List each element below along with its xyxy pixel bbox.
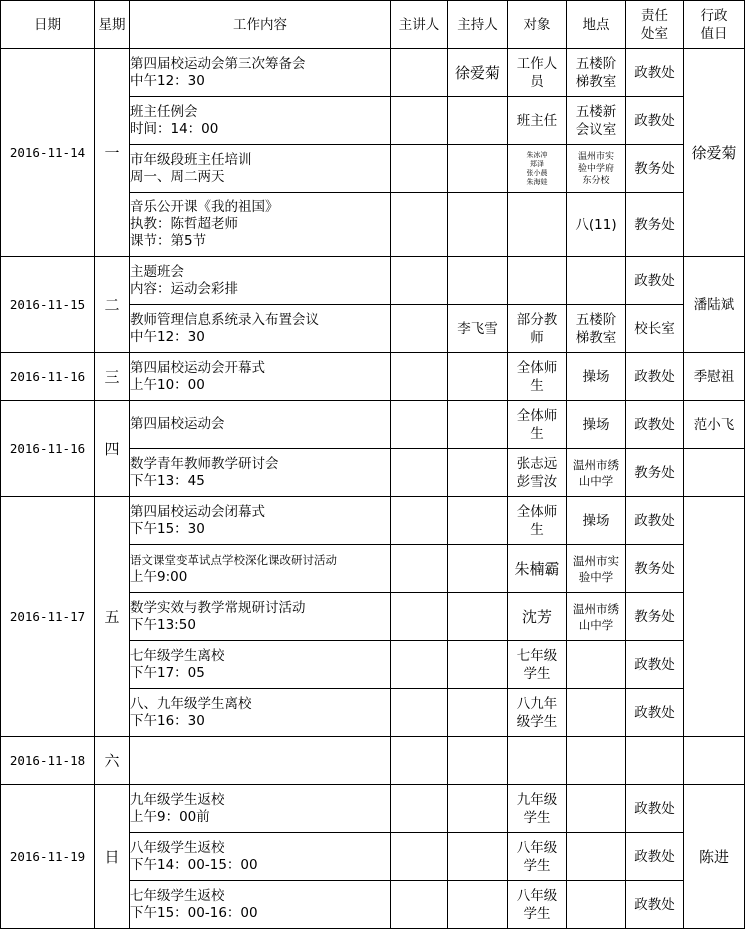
host-cell [448,97,508,145]
col-host-header: 主持人 [448,1,508,49]
table-row [1,497,745,545]
audience-cell: 朱冰冲 郑泽 张小晨 朱海娃 [508,145,567,193]
weekday-cell: 一 [95,49,130,257]
place-cell: 温州市绣 山中学 [567,449,626,497]
host-cell [448,785,508,833]
audience-cell: 八年级 学生 [508,833,567,881]
audience-cell [508,257,567,305]
duty-cell: 季慰祖 [684,353,745,401]
speaker-cell [391,449,448,497]
work-cell: 班主任例会 时间：14：00 [130,97,391,145]
audience-cell: 部分教 师 [508,305,567,353]
date-cell: 2016-11-18 [1,737,95,785]
work-cell: 八、九年级学生离校 下午16：30 [130,689,391,737]
dept-cell: 政教处 [626,257,684,305]
audience-cell: 全体师 生 [508,353,567,401]
dept-cell: 政教处 [626,881,684,929]
col-date-header: 日期 [1,1,95,49]
speaker-cell [391,401,448,449]
date-cell: 2016-11-17 [1,497,95,737]
duty-cell: 范小飞 [684,401,745,449]
host-cell [448,401,508,449]
dept-cell: 政教处 [626,401,684,449]
speaker-cell [391,737,448,785]
place-cell: 八(11) [567,193,626,257]
header-row [1,1,745,49]
table-row [1,401,745,449]
work-cell: 九年级学生返校 上午9：00前 [130,785,391,833]
dept-cell: 政教处 [626,833,684,881]
host-cell [448,545,508,593]
speaker-cell [391,257,448,305]
speaker-cell [391,97,448,145]
host-cell [448,145,508,193]
audience-cell: 全体师 生 [508,401,567,449]
speaker-cell [391,593,448,641]
place-cell [567,641,626,689]
work-cell: 八年级学生返校 下午14：00-15：00 [130,833,391,881]
host-cell [448,593,508,641]
place-cell: 五楼阶 梯教室 [567,49,626,97]
duty-cell-empty [684,449,745,497]
place-cell [567,737,626,785]
work-cell: 市年级段班主任培训 周一、周二两天 [130,145,391,193]
place-cell: 温州市绣 山中学 [567,593,626,641]
col-audience-header: 对象 [508,1,567,49]
work-cell [130,737,391,785]
speaker-cell [391,497,448,545]
speaker-cell [391,545,448,593]
duty-cell: 陈进 [684,785,745,929]
work-cell: 教师管理信息系统录入布置会议 中午12：30 [130,305,391,353]
speaker-cell [391,689,448,737]
duty-cell [684,497,745,737]
work-cell: 主题班会 内容：运动会彩排 [130,257,391,305]
host-cell [448,689,508,737]
audience-cell: 八年级 学生 [508,881,567,929]
dept-cell: 教务处 [626,449,684,497]
audience-cell: 班主任 [508,97,567,145]
work-cell: 数学青年教师教学研讨会 下午13：45 [130,449,391,497]
dept-cell: 教务处 [626,145,684,193]
dept-cell: 教务处 [626,193,684,257]
host-cell [448,881,508,929]
speaker-cell [391,49,448,97]
place-cell: 温州市实 验中学 [567,545,626,593]
audience-cell: 八九年 级学生 [508,689,567,737]
host-cell [448,449,508,497]
host-cell [448,641,508,689]
dept-cell: 教务处 [626,593,684,641]
dept-cell: 政教处 [626,497,684,545]
host-cell [448,833,508,881]
audience-cell: 全体师 生 [508,497,567,545]
dept-cell: 政教处 [626,49,684,97]
speaker-cell [391,193,448,257]
host-cell [448,353,508,401]
speaker-cell [391,305,448,353]
weekday-cell: 五 [95,497,130,737]
place-cell: 操场 [567,353,626,401]
table-row [1,737,745,785]
date-cell: 2016-11-16 [1,401,95,497]
place-cell: 操场 [567,497,626,545]
place-cell [567,785,626,833]
col-work-header: 工作内容 [130,1,391,49]
place-cell [567,833,626,881]
weekday-cell: 三 [95,353,130,401]
dept-cell: 政教处 [626,689,684,737]
work-cell: 语文课堂变革试点学校深化课改研讨活动 上午9:00 [130,545,391,593]
speaker-cell [391,641,448,689]
speaker-cell [391,145,448,193]
date-cell: 2016-11-14 [1,49,95,257]
dept-cell: 政教处 [626,785,684,833]
place-cell [567,257,626,305]
dept-cell: 校长室 [626,305,684,353]
host-cell [448,497,508,545]
dept-cell: 教务处 [626,545,684,593]
audience-cell [508,737,567,785]
host-cell [448,737,508,785]
work-cell: 第四届校运动会 [130,401,391,449]
col-weekday-header: 星期 [95,1,130,49]
weekday-cell: 四 [95,401,130,497]
audience-cell: 沈芳 [508,593,567,641]
host-cell [448,193,508,257]
host-cell: 李飞雪 [448,305,508,353]
table-row [1,257,745,305]
work-cell: 第四届校运动会闭幕式 下午15：30 [130,497,391,545]
work-cell: 第四届校运动会开幕式 上午10：00 [130,353,391,401]
duty-cell [684,737,745,785]
audience-cell: 张志远 彭雪汝 [508,449,567,497]
audience-cell: 工作人 员 [508,49,567,97]
duty-cell: 徐爱菊 [684,49,745,257]
speaker-cell [391,353,448,401]
audience-cell: 七年级 学生 [508,641,567,689]
host-cell: 徐爱菊 [448,49,508,97]
dept-cell [626,737,684,785]
work-cell: 音乐公开课《我的祖国》 执教：陈哲超老师 课节：第5节 [130,193,391,257]
speaker-cell [391,881,448,929]
audience-cell [508,193,567,257]
table-row [1,353,745,401]
place-cell: 五楼阶 梯教室 [567,305,626,353]
weekday-cell: 六 [95,737,130,785]
weekday-cell: 二 [95,257,130,353]
date-cell: 2016-11-16 [1,353,95,401]
col-dept-header: 责任 处室 [626,1,684,49]
date-cell: 2016-11-19 [1,785,95,929]
work-cell: 第四届校运动会第三次筹备会 中午12：30 [130,49,391,97]
place-cell [567,881,626,929]
col-place-header: 地点 [567,1,626,49]
host-cell [448,257,508,305]
table-row [1,49,745,97]
col-speaker-header: 主讲人 [391,1,448,49]
weekday-cell: 日 [95,785,130,929]
work-cell: 七年级学生离校 下午17：05 [130,641,391,689]
work-cell: 七年级学生返校 下午15：00-16：00 [130,881,391,929]
work-cell: 数学实效与教学常规研讨活动 下午13:50 [130,593,391,641]
dept-cell: 政教处 [626,97,684,145]
duty-cell: 潘陆斌 [684,257,745,353]
place-cell: 温州市实 验中学府 东分校 [567,145,626,193]
audience-cell: 朱楠霸 [508,545,567,593]
dept-cell: 政教处 [626,641,684,689]
place-cell: 五楼新 会议室 [567,97,626,145]
speaker-cell [391,833,448,881]
table-row [1,785,745,833]
place-cell: 操场 [567,401,626,449]
speaker-cell [391,785,448,833]
dept-cell: 政教处 [626,353,684,401]
date-cell: 2016-11-15 [1,257,95,353]
audience-cell: 九年级 学生 [508,785,567,833]
col-duty-header: 行政 值日 [684,1,745,49]
place-cell [567,689,626,737]
